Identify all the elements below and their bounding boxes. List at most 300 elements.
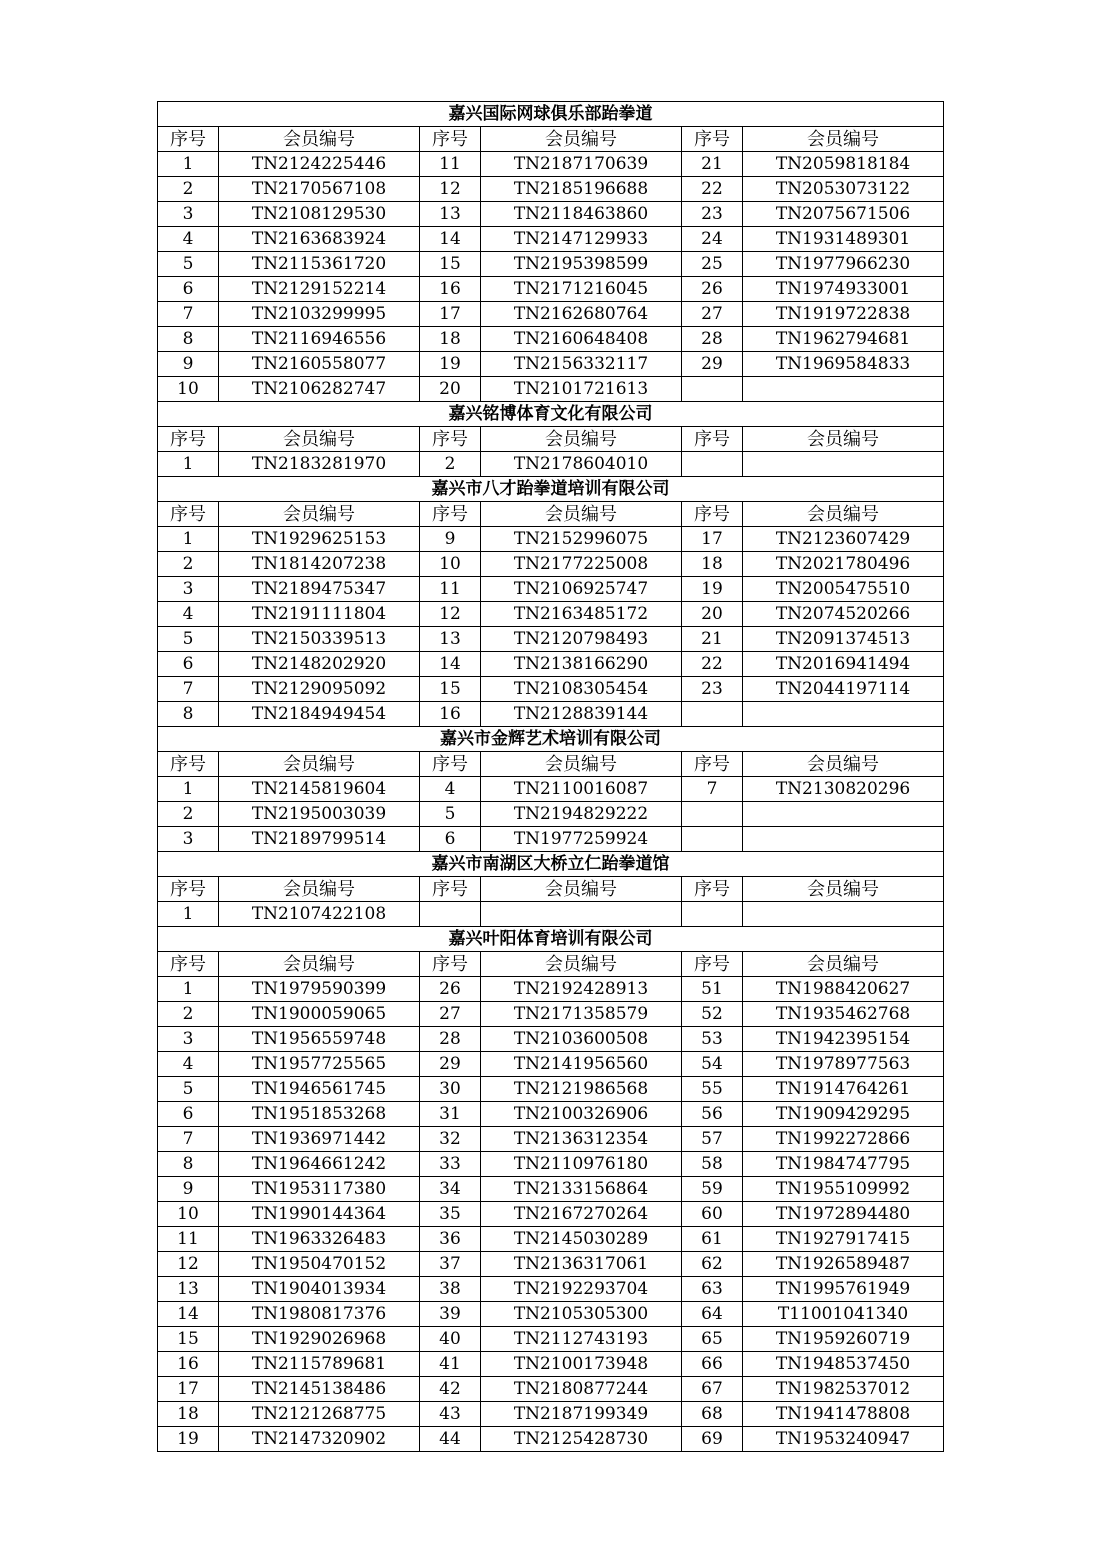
table-row: [158, 902, 944, 927]
section-title: 嘉兴铭博体育文化有限公司: [158, 402, 944, 427]
member-id-cell: TN2163683924: [219, 227, 420, 252]
seq-cell: 15: [420, 252, 481, 277]
seq-cell: 35: [420, 1202, 481, 1227]
member-id-cell: TN2075671506: [743, 202, 944, 227]
member-id-cell: TN1926589487: [743, 1252, 944, 1277]
member-id-cell: TN2103600508: [481, 1027, 682, 1052]
seq-cell: 36: [420, 1227, 481, 1252]
member-id-cell: TN2108129530: [219, 202, 420, 227]
table-row: [158, 1202, 944, 1227]
seq-cell: 22: [682, 177, 743, 202]
member-id-cell: TN2106925747: [481, 577, 682, 602]
member-id-cell: TN2074520266: [743, 602, 944, 627]
seq-cell: 5: [420, 802, 481, 827]
member-id-cell: TN1931489301: [743, 227, 944, 252]
section-title: 嘉兴市金辉艺术培训有限公司: [158, 727, 944, 752]
member-id-cell: TN1959260719: [743, 1327, 944, 1352]
seq-cell: 55: [682, 1077, 743, 1102]
seq-cell: 26: [420, 977, 481, 1002]
seq-cell: 16: [420, 277, 481, 302]
table-row: [158, 152, 944, 177]
table-row: [158, 1427, 944, 1452]
seq-cell: 5: [158, 1077, 219, 1102]
table-row: [158, 1102, 944, 1127]
seq-header: 序号: [682, 752, 743, 777]
seq-cell: 27: [420, 1002, 481, 1027]
seq-cell: 11: [420, 152, 481, 177]
member-id-cell: TN1980817376: [219, 1302, 420, 1327]
seq-cell: 18: [158, 1402, 219, 1427]
seq-cell: 39: [420, 1302, 481, 1327]
seq-cell: 9: [420, 527, 481, 552]
member-id-cell: TN1990144364: [219, 1202, 420, 1227]
member-id-cell: [743, 452, 944, 477]
member-id-cell: TN2108305454: [481, 677, 682, 702]
seq-cell: 10: [158, 1202, 219, 1227]
header-row: [158, 127, 944, 152]
member-id-cell: TN2120798493: [481, 627, 682, 652]
seq-cell: 18: [420, 327, 481, 352]
seq-cell: 13: [420, 627, 481, 652]
seq-cell: 19: [420, 352, 481, 377]
seq-cell: 19: [682, 577, 743, 602]
section-title: 嘉兴国际网球俱乐部跆拳道: [158, 102, 944, 127]
table-row: [158, 452, 944, 477]
seq-cell: 8: [158, 327, 219, 352]
member-id-cell: TN1909429295: [743, 1102, 944, 1127]
member-id-cell: TN2125428730: [481, 1427, 682, 1452]
member-id-cell: TN2129095092: [219, 677, 420, 702]
table-row: [158, 1002, 944, 1027]
member-id-cell: TN1953117380: [219, 1177, 420, 1202]
table-row: [158, 377, 944, 402]
member-id-cell: TN1948537450: [743, 1352, 944, 1377]
member-id-header: 会员编号: [743, 427, 944, 452]
seq-cell: 37: [420, 1252, 481, 1277]
seq-cell: 63: [682, 1277, 743, 1302]
member-id-cell: TN1936971442: [219, 1127, 420, 1152]
member-id-cell: TN2016941494: [743, 652, 944, 677]
seq-cell: 12: [158, 1252, 219, 1277]
member-id-cell: TN1957725565: [219, 1052, 420, 1077]
member-id-cell: TN2107422108: [219, 902, 420, 927]
member-id-cell: TN1914764261: [743, 1077, 944, 1102]
table-row: [158, 302, 944, 327]
header-row: [158, 427, 944, 452]
seq-cell: 16: [158, 1352, 219, 1377]
member-id-cell: [743, 827, 944, 852]
seq-cell: 22: [682, 652, 743, 677]
member-id-cell: TN2162680764: [481, 302, 682, 327]
member-id-header: 会员编号: [743, 877, 944, 902]
table-row: [158, 177, 944, 202]
member-id-cell: TN2145138486: [219, 1377, 420, 1402]
member-id-cell: TN2189475347: [219, 577, 420, 602]
member-id-cell: TN1814207238: [219, 552, 420, 577]
seq-header: 序号: [420, 427, 481, 452]
member-id-cell: TN2192293704: [481, 1277, 682, 1302]
member-id-cell: TN2167270264: [481, 1202, 682, 1227]
seq-cell: 4: [420, 777, 481, 802]
table-row: [158, 627, 944, 652]
member-id-cell: TN2150339513: [219, 627, 420, 652]
seq-cell: 8: [158, 702, 219, 727]
table-row: [158, 602, 944, 627]
seq-cell: 23: [682, 202, 743, 227]
table-row: [158, 1027, 944, 1052]
member-id-cell: TN2187199349: [481, 1402, 682, 1427]
member-id-cell: TN1950470152: [219, 1252, 420, 1277]
seq-cell: 41: [420, 1352, 481, 1377]
seq-cell: 1: [158, 452, 219, 477]
seq-cell: 56: [682, 1102, 743, 1127]
member-id-cell: TN2129152214: [219, 277, 420, 302]
member-id-cell: TN2177225008: [481, 552, 682, 577]
section-title-row: [158, 477, 944, 502]
seq-cell: 44: [420, 1427, 481, 1452]
seq-cell: 20: [682, 602, 743, 627]
seq-cell: 69: [682, 1427, 743, 1452]
seq-header: 序号: [158, 127, 219, 152]
table-row: [158, 677, 944, 702]
member-id-cell: TN2195003039: [219, 802, 420, 827]
header-row: [158, 877, 944, 902]
member-id-header: 会员编号: [219, 752, 420, 777]
seq-cell: 53: [682, 1027, 743, 1052]
seq-cell: 8: [158, 1152, 219, 1177]
member-id-cell: TN2195398599: [481, 252, 682, 277]
seq-cell: 3: [158, 827, 219, 852]
seq-header: 序号: [682, 502, 743, 527]
seq-header: 序号: [682, 127, 743, 152]
member-id-cell: TN2130820296: [743, 777, 944, 802]
seq-cell: 3: [158, 1027, 219, 1052]
seq-header: 序号: [158, 752, 219, 777]
member-id-header: 会员编号: [481, 877, 682, 902]
member-id-cell: TN2160648408: [481, 327, 682, 352]
member-id-cell: TN2101721613: [481, 377, 682, 402]
member-id-cell: [743, 902, 944, 927]
member-id-header: 会员编号: [743, 752, 944, 777]
member-id-header: 会员编号: [219, 952, 420, 977]
member-id-cell: TN2115789681: [219, 1352, 420, 1377]
member-id-cell: TN2121268775: [219, 1402, 420, 1427]
table-row: [158, 1252, 944, 1277]
seq-header: 序号: [420, 877, 481, 902]
member-id-cell: TN2185196688: [481, 177, 682, 202]
member-id-cell: TN2110016087: [481, 777, 682, 802]
seq-cell: 20: [420, 377, 481, 402]
seq-cell: 23: [682, 677, 743, 702]
member-id-cell: TN1977966230: [743, 252, 944, 277]
member-id-cell: TN1904013934: [219, 1277, 420, 1302]
seq-cell: 28: [682, 327, 743, 352]
member-id-cell: TN2180877244: [481, 1377, 682, 1402]
seq-cell: 1: [158, 527, 219, 552]
member-id-cell: TN1946561745: [219, 1077, 420, 1102]
section-title: 嘉兴市八才跆拳道培训有限公司: [158, 477, 944, 502]
member-id-cell: TN1964661242: [219, 1152, 420, 1177]
member-id-cell: TN2163485172: [481, 602, 682, 627]
member-id-cell: [743, 702, 944, 727]
table-row: [158, 327, 944, 352]
table-row: [158, 1052, 944, 1077]
member-id-header: 会员编号: [481, 502, 682, 527]
member-id-cell: TN1953240947: [743, 1427, 944, 1452]
table-row: [158, 652, 944, 677]
seq-cell: [420, 902, 481, 927]
member-id-cell: TN1974933001: [743, 277, 944, 302]
member-id-cell: TN1942395154: [743, 1027, 944, 1052]
seq-cell: 6: [158, 1102, 219, 1127]
seq-cell: 5: [158, 627, 219, 652]
member-id-cell: TN2171358579: [481, 1002, 682, 1027]
member-id-cell: TN2136317061: [481, 1252, 682, 1277]
seq-header: 序号: [682, 427, 743, 452]
seq-cell: 15: [158, 1327, 219, 1352]
member-id-cell: [743, 802, 944, 827]
table-row: [158, 577, 944, 602]
member-id-cell: TN2123607429: [743, 527, 944, 552]
member-id-cell: TN2156332117: [481, 352, 682, 377]
member-id-header: 会员编号: [481, 127, 682, 152]
member-id-cell: TN2148202920: [219, 652, 420, 677]
seq-cell: 10: [420, 552, 481, 577]
table-row: [158, 702, 944, 727]
seq-cell: 16: [420, 702, 481, 727]
member-id-cell: TN2112743193: [481, 1327, 682, 1352]
seq-cell: 4: [158, 1052, 219, 1077]
table-row: [158, 1302, 944, 1327]
member-id-cell: TN2100173948: [481, 1352, 682, 1377]
table-row: [158, 827, 944, 852]
member-id-cell: TN2138166290: [481, 652, 682, 677]
member-id-header: 会员编号: [219, 427, 420, 452]
table-row: [158, 1402, 944, 1427]
seq-cell: 12: [420, 177, 481, 202]
member-id-cell: TN2160558077: [219, 352, 420, 377]
seq-cell: 25: [682, 252, 743, 277]
seq-cell: 2: [420, 452, 481, 477]
seq-cell: 29: [420, 1052, 481, 1077]
member-id-cell: TN1941478808: [743, 1402, 944, 1427]
seq-cell: 62: [682, 1252, 743, 1277]
member-id-cell: TN2116946556: [219, 327, 420, 352]
member-id-cell: TN2145819604: [219, 777, 420, 802]
member-id-cell: TN2103299995: [219, 302, 420, 327]
member-id-cell: [743, 377, 944, 402]
member-id-cell: TN1962794681: [743, 327, 944, 352]
member-id-header: 会员编号: [481, 952, 682, 977]
seq-cell: 7: [158, 302, 219, 327]
member-id-cell: TN2121986568: [481, 1077, 682, 1102]
member-id-cell: TN2021780496: [743, 552, 944, 577]
member-id-cell: TN1956559748: [219, 1027, 420, 1052]
member-id-header: 会员编号: [481, 427, 682, 452]
seq-cell: 14: [420, 227, 481, 252]
table-row: [158, 202, 944, 227]
table-row: [158, 252, 944, 277]
member-id-cell: TN1988420627: [743, 977, 944, 1002]
seq-cell: 28: [420, 1027, 481, 1052]
seq-cell: 32: [420, 1127, 481, 1152]
section-title-row: [158, 102, 944, 127]
member-id-cell: TN2100326906: [481, 1102, 682, 1127]
member-id-cell: TN1900059065: [219, 1002, 420, 1027]
seq-cell: 5: [158, 252, 219, 277]
seq-cell: 3: [158, 202, 219, 227]
seq-cell: [682, 702, 743, 727]
seq-header: 序号: [420, 952, 481, 977]
seq-cell: 61: [682, 1227, 743, 1252]
member-id-cell: TN2187170639: [481, 152, 682, 177]
table-row: [158, 352, 944, 377]
member-id-cell: TN1977259924: [481, 827, 682, 852]
seq-cell: 64: [682, 1302, 743, 1327]
section-title-row: [158, 402, 944, 427]
seq-cell: 67: [682, 1377, 743, 1402]
member-id-cell: TN1927917415: [743, 1227, 944, 1252]
seq-header: 序号: [158, 952, 219, 977]
seq-cell: 2: [158, 177, 219, 202]
seq-cell: 15: [420, 677, 481, 702]
table-row: [158, 1077, 944, 1102]
seq-cell: 27: [682, 302, 743, 327]
seq-cell: 1: [158, 902, 219, 927]
seq-cell: [682, 902, 743, 927]
seq-cell: 13: [420, 202, 481, 227]
table-row: [158, 1177, 944, 1202]
seq-cell: [682, 452, 743, 477]
member-id-cell: TN2145030289: [481, 1227, 682, 1252]
seq-cell: 4: [158, 602, 219, 627]
seq-header: 序号: [158, 502, 219, 527]
member-id-cell: TN1955109992: [743, 1177, 944, 1202]
header-row: [158, 752, 944, 777]
table-row: [158, 1227, 944, 1252]
seq-cell: 6: [420, 827, 481, 852]
member-id-cell: TN2053073122: [743, 177, 944, 202]
member-id-cell: TN1978977563: [743, 1052, 944, 1077]
section-title-row: [158, 927, 944, 952]
section-title: 嘉兴市南湖区大桥立仁跆拳道馆: [158, 852, 944, 877]
member-id-cell: TN2147129933: [481, 227, 682, 252]
seq-header: 序号: [158, 427, 219, 452]
seq-cell: 9: [158, 352, 219, 377]
member-id-cell: TN1919722838: [743, 302, 944, 327]
seq-cell: 1: [158, 777, 219, 802]
member-id-header: 会员编号: [219, 502, 420, 527]
member-id-cell: TN1963326483: [219, 1227, 420, 1252]
member-id-header: 会员编号: [743, 127, 944, 152]
member-id-cell: TN2152996075: [481, 527, 682, 552]
member-id-cell: TN2044197114: [743, 677, 944, 702]
seq-cell: [682, 827, 743, 852]
seq-cell: 33: [420, 1152, 481, 1177]
member-id-cell: [481, 902, 682, 927]
section-title: 嘉兴叶阳体育培训有限公司: [158, 927, 944, 952]
table-row: [158, 277, 944, 302]
seq-cell: 21: [682, 152, 743, 177]
seq-cell: 17: [158, 1377, 219, 1402]
member-id-cell: TN2005475510: [743, 577, 944, 602]
member-id-cell: TN2178604010: [481, 452, 682, 477]
member-id-cell: TN2184949454: [219, 702, 420, 727]
member-id-cell: TN2105305300: [481, 1302, 682, 1327]
member-id-cell: TN1969584833: [743, 352, 944, 377]
seq-cell: 2: [158, 552, 219, 577]
seq-cell: 7: [158, 1127, 219, 1152]
table-row: [158, 777, 944, 802]
member-id-cell: TN2124225446: [219, 152, 420, 177]
seq-cell: 2: [158, 802, 219, 827]
member-id-cell: TN1929026968: [219, 1327, 420, 1352]
member-id-cell: TN2136312354: [481, 1127, 682, 1152]
table-row: [158, 977, 944, 1002]
member-id-cell: TN2183281970: [219, 452, 420, 477]
member-id-cell: TN1972894480: [743, 1202, 944, 1227]
header-row: [158, 952, 944, 977]
member-id-cell: TN2189799514: [219, 827, 420, 852]
table-row: [158, 1352, 944, 1377]
member-id-cell: TN1951853268: [219, 1102, 420, 1127]
member-id-cell: TN2106282747: [219, 377, 420, 402]
seq-cell: 68: [682, 1402, 743, 1427]
member-id-header: 会员编号: [743, 952, 944, 977]
member-table: [157, 101, 944, 1452]
member-id-cell: TN2059818184: [743, 152, 944, 177]
member-id-cell: TN2141956560: [481, 1052, 682, 1077]
member-id-header: 会员编号: [743, 502, 944, 527]
seq-cell: 10: [158, 377, 219, 402]
member-id-cell: TN1995761949: [743, 1277, 944, 1302]
seq-cell: 59: [682, 1177, 743, 1202]
section-title-row: [158, 727, 944, 752]
seq-cell: 57: [682, 1127, 743, 1152]
member-id-cell: TN2147320902: [219, 1427, 420, 1452]
seq-cell: 21: [682, 627, 743, 652]
table-row: [158, 1377, 944, 1402]
member-id-cell: T11001041340: [743, 1302, 944, 1327]
member-id-cell: TN2194829222: [481, 802, 682, 827]
table-row: [158, 527, 944, 552]
table-row: [158, 1277, 944, 1302]
seq-cell: 18: [682, 552, 743, 577]
member-id-cell: TN2192428913: [481, 977, 682, 1002]
seq-cell: 7: [682, 777, 743, 802]
seq-cell: 19: [158, 1427, 219, 1452]
member-id-cell: TN2170567108: [219, 177, 420, 202]
seq-cell: 14: [158, 1302, 219, 1327]
seq-cell: 1: [158, 977, 219, 1002]
seq-cell: 42: [420, 1377, 481, 1402]
seq-cell: 24: [682, 227, 743, 252]
seq-cell: 29: [682, 352, 743, 377]
seq-header: 序号: [420, 502, 481, 527]
table-row: [158, 1327, 944, 1352]
member-id-header: 会员编号: [219, 877, 420, 902]
member-id-cell: TN1984747795: [743, 1152, 944, 1177]
seq-cell: 7: [158, 677, 219, 702]
seq-cell: [682, 377, 743, 402]
section-title-row: [158, 852, 944, 877]
member-id-header: 会员编号: [481, 752, 682, 777]
table-row: [158, 1152, 944, 1177]
member-id-cell: TN1929625153: [219, 527, 420, 552]
seq-cell: 2: [158, 1002, 219, 1027]
seq-cell: 6: [158, 277, 219, 302]
seq-cell: 4: [158, 227, 219, 252]
